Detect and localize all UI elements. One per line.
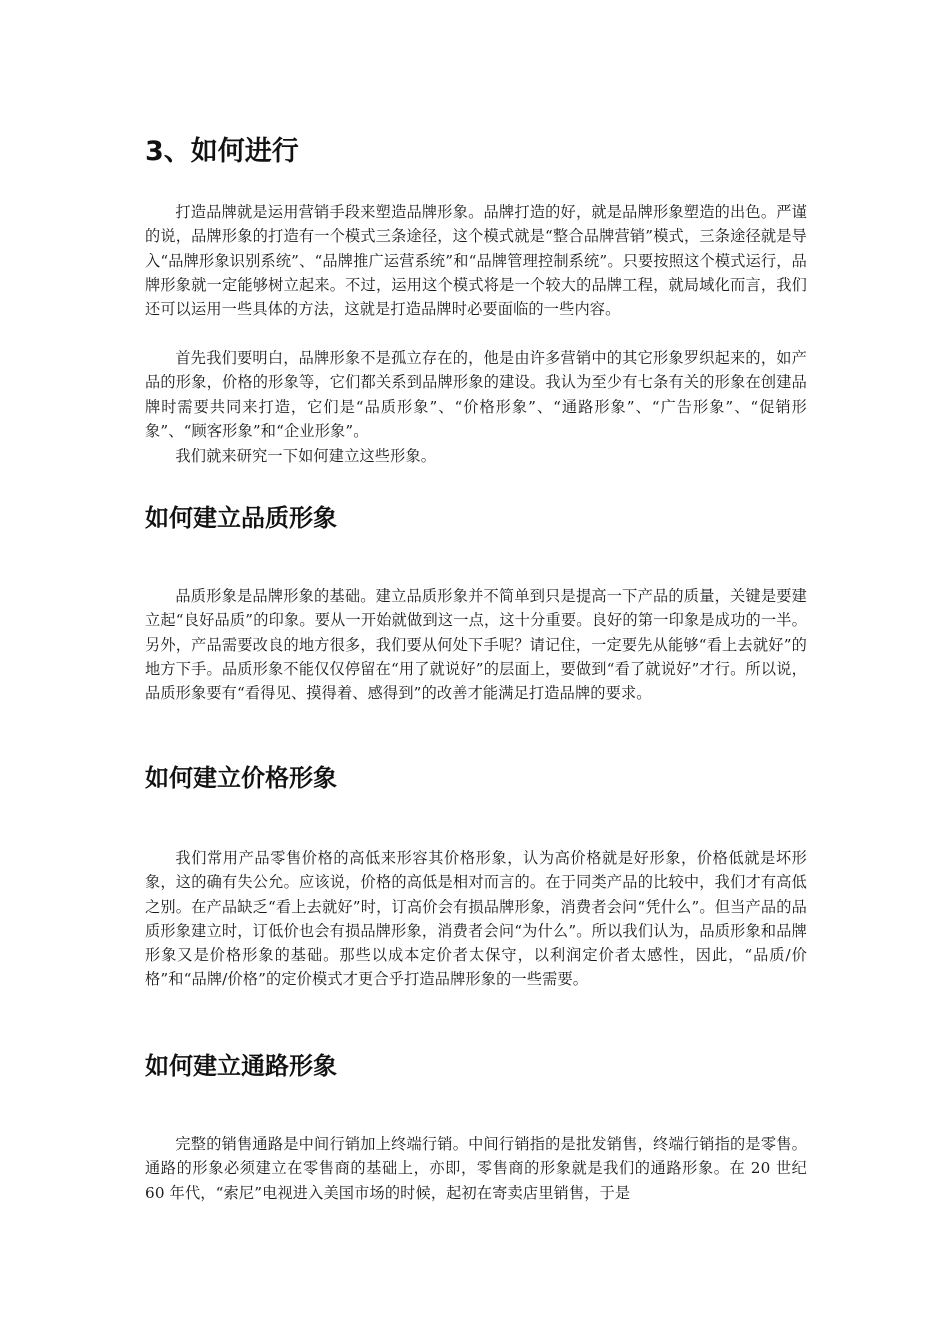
section-paragraph-price: 我们常用产品零售价格的高低来形容其价格形象，认为高价格就是好形象，价格低就是坏形象，这的确有失公允。应该说，价格的高低是相对而言的。在于同类产品的比较中，我们才有高低之别。在产品缺乏“看上去就好”时，订高价会有损品牌形象，消费者会问“凭什么”。但当产品的品质形象建立时，订低价也会有损品牌形象，消费者会问“为什么”。所以我们认为，品质形象和品牌形象又是价格形象的基础。那些以成本定价者太保守，以利润定价者太感性，因此，“品质/价格”和“品牌/价格”的定价模式才更合乎打造品牌形象的一些需要。 [145,849,807,989]
section-paragraph-quality: 品质形象是品牌形象的基础。建立品质形象并不简单到只是提高一下产品的质量，关键是要建立起“良好品质”的印象。要从一开始就做到这一点，这十分重要。良好的第一印象是成功的一半。另外，产品需要改良的地方很多，我们要从何处下手呢？请记住，一定要先从能够“看上去就好”的地方下手。品质形象不能仅仅停留在“用了就说好”的层面上，要做到“看了就说好”才行。所以说，品质形象要有“看得见、摸得着、感得到”的改善才能满足打造品牌的要求。 [145,587,807,703]
intro-paragraph-2: 首先我们要明白，品牌形象不是孤立存在的，他是由许多营销中的其它形象罗织起来的，如产品的形象，价格的形象等，它们都关系到品牌形象的建设。我认为至少有七条有关的形象在创建品牌时需要共同来打造，它们是“品质形象”、“价格形象”、“通路形象”、“广告形象”、“促销形象”、“顾客形象”和“企业形象”。 [145,349,807,440]
section-paragraph-channel: 完整的销售通路是中间行销加上终端行销。中间行销指的是批发销售，终端行销指的是零售。通路的形象必须建立在零售商的基础上，亦即，零售商的形象就是我们的通路形象。在 20 世纪 60 年代，“索尼”电视进入美国市场的时候，起初在寄卖店里销售，于是 [145,1135,807,1202]
section-heading-channel: 如何建立通路形象 [145,1052,337,1080]
intro-paragraph-1: 打造品牌就是运用营销手段来塑造品牌形象。品牌打造的好，就是品牌形象塑造的出色。严谨的说，品牌形象的打造有一个模式三条途径，这个模式就是“整合品牌营销”模式，三条途径就是导入“品牌形象识别系统”、“品牌推广运营系统”和“品牌管理控制系统”。只要按照这个模式运行，品牌形象就一定能够树立起来。不过，运用这个模式将是一个较大的品牌工程，就局域化而言，我们还可以运用一些具体的方法，这就是打造品牌时必要面临的一些内容。 [145,203,807,319]
intro-paragraph-3: 我们就来研究一下如何建立这些形象。 [175,447,437,465]
section-heading-quality: 如何建立品质形象 [145,504,337,532]
section-heading-price: 如何建立价格形象 [145,764,337,792]
main-heading: 3、如何进行 [145,136,299,167]
